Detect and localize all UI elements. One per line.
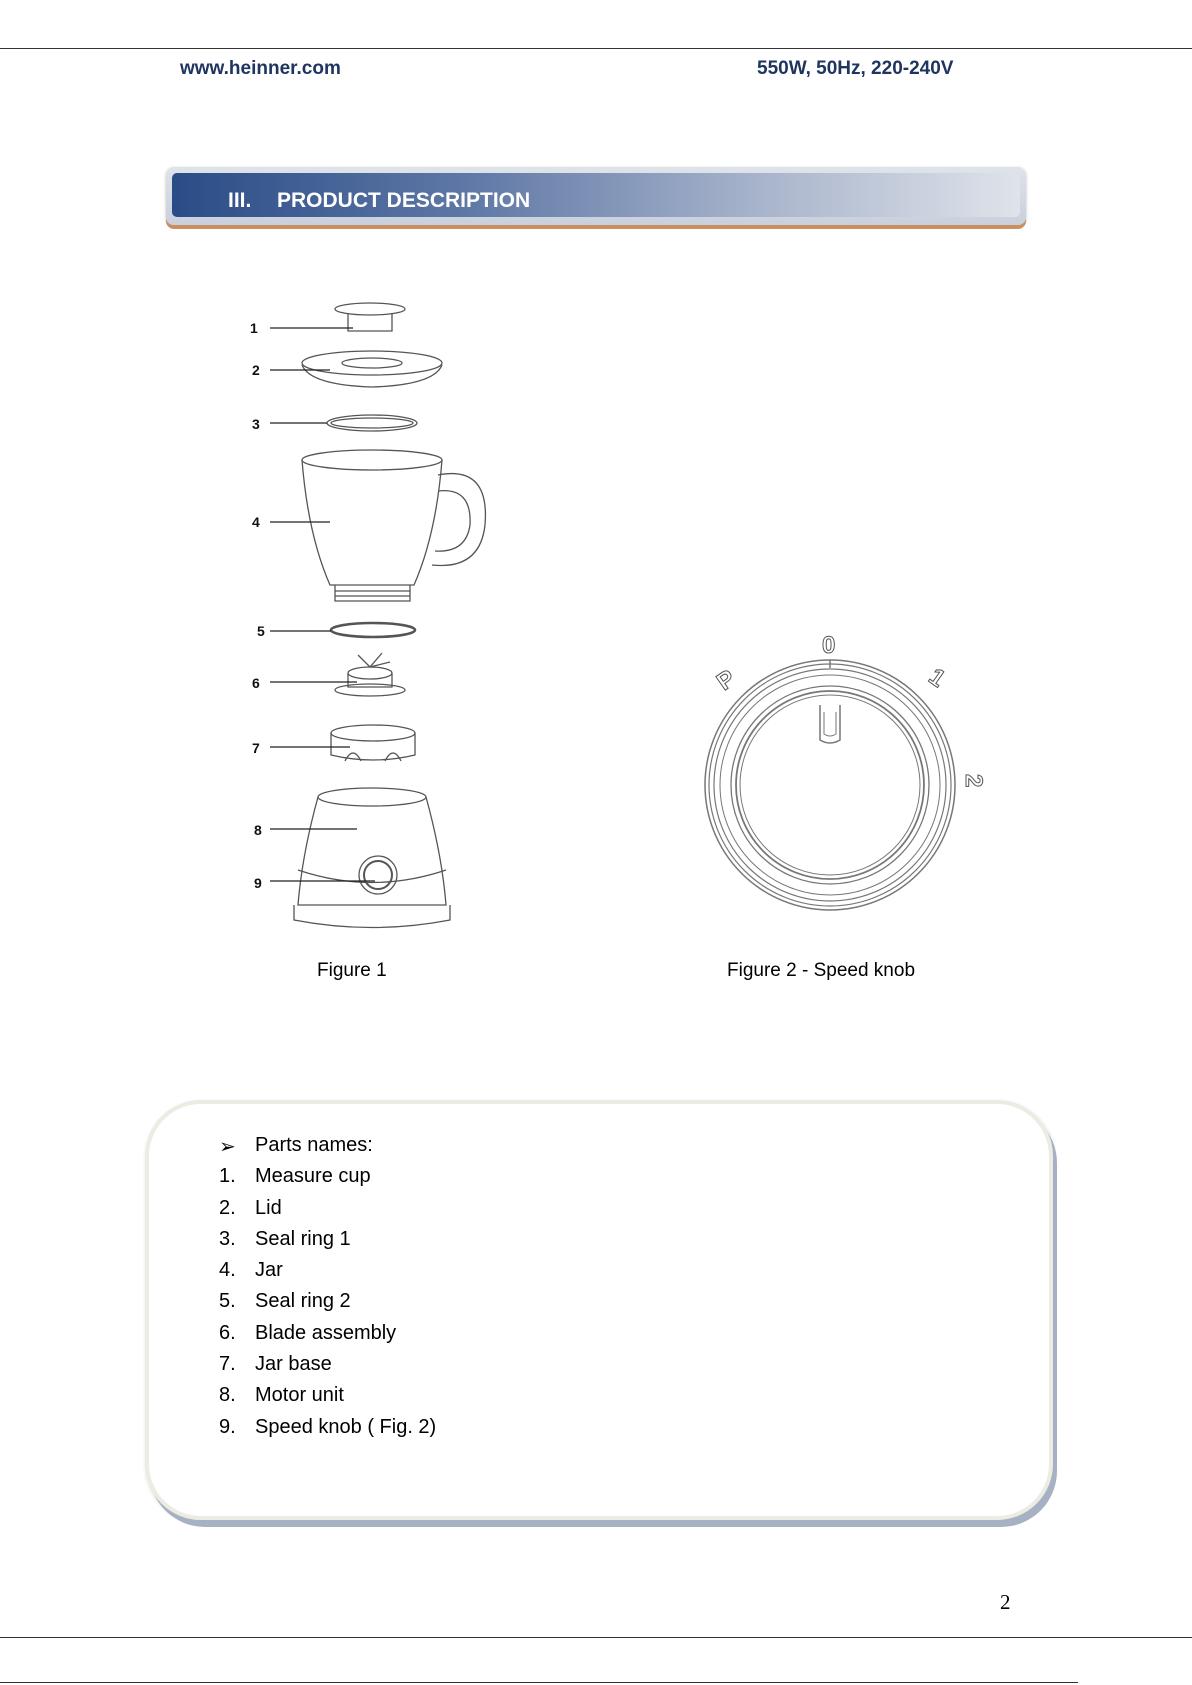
top-rule xyxy=(0,48,1192,49)
list-item-label: Lid xyxy=(255,1196,282,1219)
section-banner-fill xyxy=(172,173,1020,217)
list-item-label: Seal ring 2 xyxy=(255,1290,351,1313)
list-item-number: 6. xyxy=(219,1321,236,1344)
figure1-blender-diagram xyxy=(240,295,500,945)
list-item-label: Blade assembly xyxy=(255,1321,397,1344)
callout-8: 8 xyxy=(254,822,262,838)
header-website: www.heinner.com xyxy=(180,58,341,79)
section-title: PRODUCT DESCRIPTION xyxy=(277,189,531,212)
speed-label-p: P xyxy=(711,664,741,697)
callout-9: 9 xyxy=(254,875,262,891)
figure2-caption: Figure 2 - Speed knob xyxy=(727,960,916,981)
callout-3: 3 xyxy=(252,416,260,432)
callout-6: 6 xyxy=(252,675,260,691)
callout-7: 7 xyxy=(252,740,260,756)
speed-label-1: 1 xyxy=(923,663,951,693)
bullet-arrow-icon: ➢ xyxy=(219,1136,236,1158)
header-specs: 550W, 50Hz, 220-240V xyxy=(757,58,954,79)
figure2-speed-knob-diagram xyxy=(690,630,1010,920)
section-number: III. xyxy=(228,189,252,212)
callout-1: 1 xyxy=(250,320,258,336)
speed-label-0: 0 xyxy=(822,632,836,659)
list-item-number: 8. xyxy=(219,1384,236,1407)
list-item-number: 3. xyxy=(219,1227,236,1250)
list-item-label: Motor unit xyxy=(255,1384,344,1407)
list-item-number: 7. xyxy=(219,1353,236,1376)
speed-label-2: 2 xyxy=(960,774,987,788)
list-item-number: 5. xyxy=(219,1290,236,1313)
list-item-label: Measure cup xyxy=(255,1165,371,1188)
list-item-number: 9. xyxy=(219,1415,236,1438)
callout-5: 5 xyxy=(257,623,265,639)
list-item-number: 4. xyxy=(219,1259,236,1282)
list-item-label: Jar base xyxy=(255,1353,332,1376)
parts-box xyxy=(145,1100,1053,1520)
list-item-label: Speed knob ( Fig. 2) xyxy=(255,1415,437,1438)
page-number: 2 xyxy=(1000,1590,1011,1614)
bottom-rule xyxy=(0,1637,1192,1638)
callout-4: 4 xyxy=(252,514,260,530)
list-item-number: 1. xyxy=(219,1165,236,1188)
figure1-caption: Figure 1 xyxy=(317,960,387,981)
parts-heading: Parts names: xyxy=(255,1134,373,1156)
footer-rule xyxy=(0,1682,1078,1683)
list-item-label: Seal ring 1 xyxy=(255,1227,351,1250)
callout-2: 2 xyxy=(252,362,260,378)
section-banner xyxy=(166,167,1026,225)
list-item-label: Jar xyxy=(255,1259,283,1282)
list-item-number: 2. xyxy=(219,1196,236,1219)
